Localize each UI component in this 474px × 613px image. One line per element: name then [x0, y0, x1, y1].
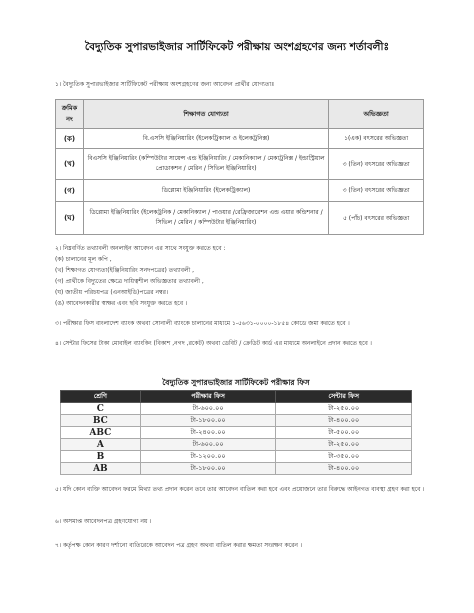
clause-2-item: (ঙ) আবেদনকারীর স্বাক্ষর এবং ছবি সংযুক্ত করতে হবে ।	[55, 300, 188, 307]
clause-2-item: (ক) চালানের মূল কপি ,	[55, 256, 112, 263]
center-fee: টা-২৫০.০০	[276, 439, 412, 451]
header-center-fee: সেন্টার ফিস	[276, 391, 412, 403]
row-serial: (খ)	[56, 149, 84, 180]
table-row	[61, 427, 412, 439]
table-row	[61, 451, 412, 463]
exam-fee: টা-১৮০০.০০	[140, 415, 276, 427]
fee-class: C	[61, 403, 141, 415]
row-education: বি.এসসি ইঞ্জিনিয়ারিং (ইলেকট্রিক্যাল ও ইলেকট্রনিক্স)	[83, 129, 328, 149]
fee-class: BC	[61, 415, 141, 427]
fee-table	[60, 390, 412, 475]
fee-class: AB	[61, 463, 141, 475]
exam-fee: টা-৬০০.০০	[140, 403, 276, 415]
table-row	[56, 202, 424, 235]
row-education: ডিপ্লোমা ইঞ্জিনিয়ারিং (ইলেকট্রনিক / মেকানিক্যাল / পাওয়ার /রেফ্রিজারেশন এন্ড এয়ার কন্ডিশনার / সিভিল / মেরিন / কম্পিউটার ইঞ্জিনিয়ারিং)	[83, 202, 328, 235]
header-serial: ক্রমিক নং	[56, 100, 84, 129]
header-class: শ্রেণি	[61, 391, 141, 403]
clause-6: ৬। অসমাপ্ত আবেদনপত্র গ্রহণযোগ্য নয় ।	[55, 518, 152, 525]
fee-table-title: বৈদ্যুতিক সুপারভাইজার সার্টিফিকেট পরীক্ষার ফিস	[162, 378, 310, 387]
clause-4: ৪। সেন্টার ফিসের টাকা মোবাইল ব্যাংকিং (বিকাশ ,নগদ ,রকেট) অথবা ডেবিট / ক্রেডিট কার্ড এর মাধ্যমে অনলাইনে প্রদান করতে হবে ।	[55, 340, 372, 347]
fee-class: B	[61, 451, 141, 463]
table-row	[61, 403, 412, 415]
center-fee: টা-৪০০.০০	[276, 463, 412, 475]
row-experience: ১(এক) বৎসরের অভিজ্ঞতা	[329, 129, 424, 149]
page-title: বৈদ্যুতিক সুপারভাইজার সার্টিফিকেট পরীক্ষায় অংশগ্রহণের জন্য শর্তাবলীঃ	[84, 41, 390, 53]
table-row	[56, 149, 424, 180]
fee-class: ABC	[61, 427, 141, 439]
exam-fee: টা-২৪০০.০০	[140, 427, 276, 439]
row-education: ডিপ্লোমা ইঞ্জিনিয়ারিং (ইলেকট্রিক্যাল)	[83, 180, 328, 202]
table-row	[61, 439, 412, 451]
exam-fee: টা-১২০০.০০	[140, 451, 276, 463]
eligibility-table	[55, 99, 424, 235]
exam-fee: টা-১৮০০.০০	[140, 463, 276, 475]
clause-2-item: (গ) প্রার্থীকে বিদ্যুতের ক্ষেত্রে দায়িত্বশীল অভিজ্ঞতার তথ্যাবলী ,	[55, 278, 204, 285]
center-fee: টা-৫০০.০০	[276, 427, 412, 439]
table-row	[56, 129, 424, 149]
clause-2-item: (ঘ) জাতীয় পরিচয়পত্র (এনআইডি)পত্রের নম্বর।	[55, 289, 169, 296]
row-serial: (ঘ)	[56, 202, 84, 235]
table-row	[61, 463, 412, 475]
row-serial: (গ)	[56, 180, 84, 202]
clause-1: ১। বৈদ্যুতিক সুপারভাইজার সার্টিফিকেট পরীক্ষায় অংশগ্রহণের জন্য আবেদন প্রার্থীর যোগ্যতাঃ	[55, 81, 275, 88]
eligibility-header-row	[56, 100, 424, 129]
fee-class: A	[61, 439, 141, 451]
center-fee: টা-২৫০.০০	[276, 403, 412, 415]
fee-header-row	[61, 391, 412, 403]
exam-fee: টা-৬০০.০০	[140, 439, 276, 451]
clause-7: ৭। কর্তৃপক্ষ কোন কারণ দর্শানো ব্যতিরেকে আবেদন পত্র গ্রহণ অথবা বাতিল করার ক্ষমতা সংরক্ষণ করেন ।	[55, 542, 303, 549]
clause-2-item: (খ) শিক্ষাগত যোগ্যতা(ইঞ্জিনিয়ারিং সনদপত্রের) তথ্যাবলী ,	[55, 267, 195, 274]
clause-2-heading: ২। নিম্নবর্ণিত তথ্যাবলী অনলাইন আবেদন এর সাথে সংযুক্ত করতে হবে :	[55, 245, 226, 252]
clause-3: ৩। পরীক্ষার ফিস বাংলাদেশ ব্যাংক অথবা সোনালী ব্যাংকে চালানের মাধ্যমে ১-৫৬৩১-০০০০-১৮৫৪ কোডে জমা করতে হবে ।	[55, 320, 350, 327]
center-fee: টা-৪০০.০০	[276, 415, 412, 427]
row-experience: ৫ (পাঁচ) বৎসরের অভিজ্ঞতা	[329, 202, 424, 235]
header-exam-fee: পরীক্ষার ফিস	[140, 391, 276, 403]
header-experience: অভিজ্ঞতা	[329, 100, 424, 129]
row-experience: ৩ (তিন) বৎসরের অভিজ্ঞতা	[329, 149, 424, 180]
row-serial: (ক)	[56, 129, 84, 149]
row-experience: ৩ (তিন) বৎসরের অভিজ্ঞতা	[329, 180, 424, 202]
table-row	[56, 180, 424, 202]
row-education: বিএসসি ইঞ্জিনিয়ারিং (কম্পিউটার সায়েন্স এন্ড ইঞ্জিনিয়ারিং / মেকানিক্যাল / মেকাট্রনিক্স / ইন্ডাস্ট্রিয়াল প্রোডাকশন / মেরিন / সিভিল ইঞ্জিনিয়ারিং)	[83, 149, 328, 180]
header-education: শিক্ষাগত যোগ্যতা	[83, 100, 328, 129]
clause-5: ৫। যদি কোন ব্যক্তি আবেদন ফরমে মিথ্যা তথ্য প্রদান করেন তবে তার আবেদন বাতিল করা হবে এবং প্রয়োজনে তার বিরুদ্ধে আইনগত ব্যবস্থা গ্রহণ করা হবে ।	[55, 486, 425, 493]
table-row	[61, 415, 412, 427]
center-fee: টা-৩৫০.০০	[276, 451, 412, 463]
